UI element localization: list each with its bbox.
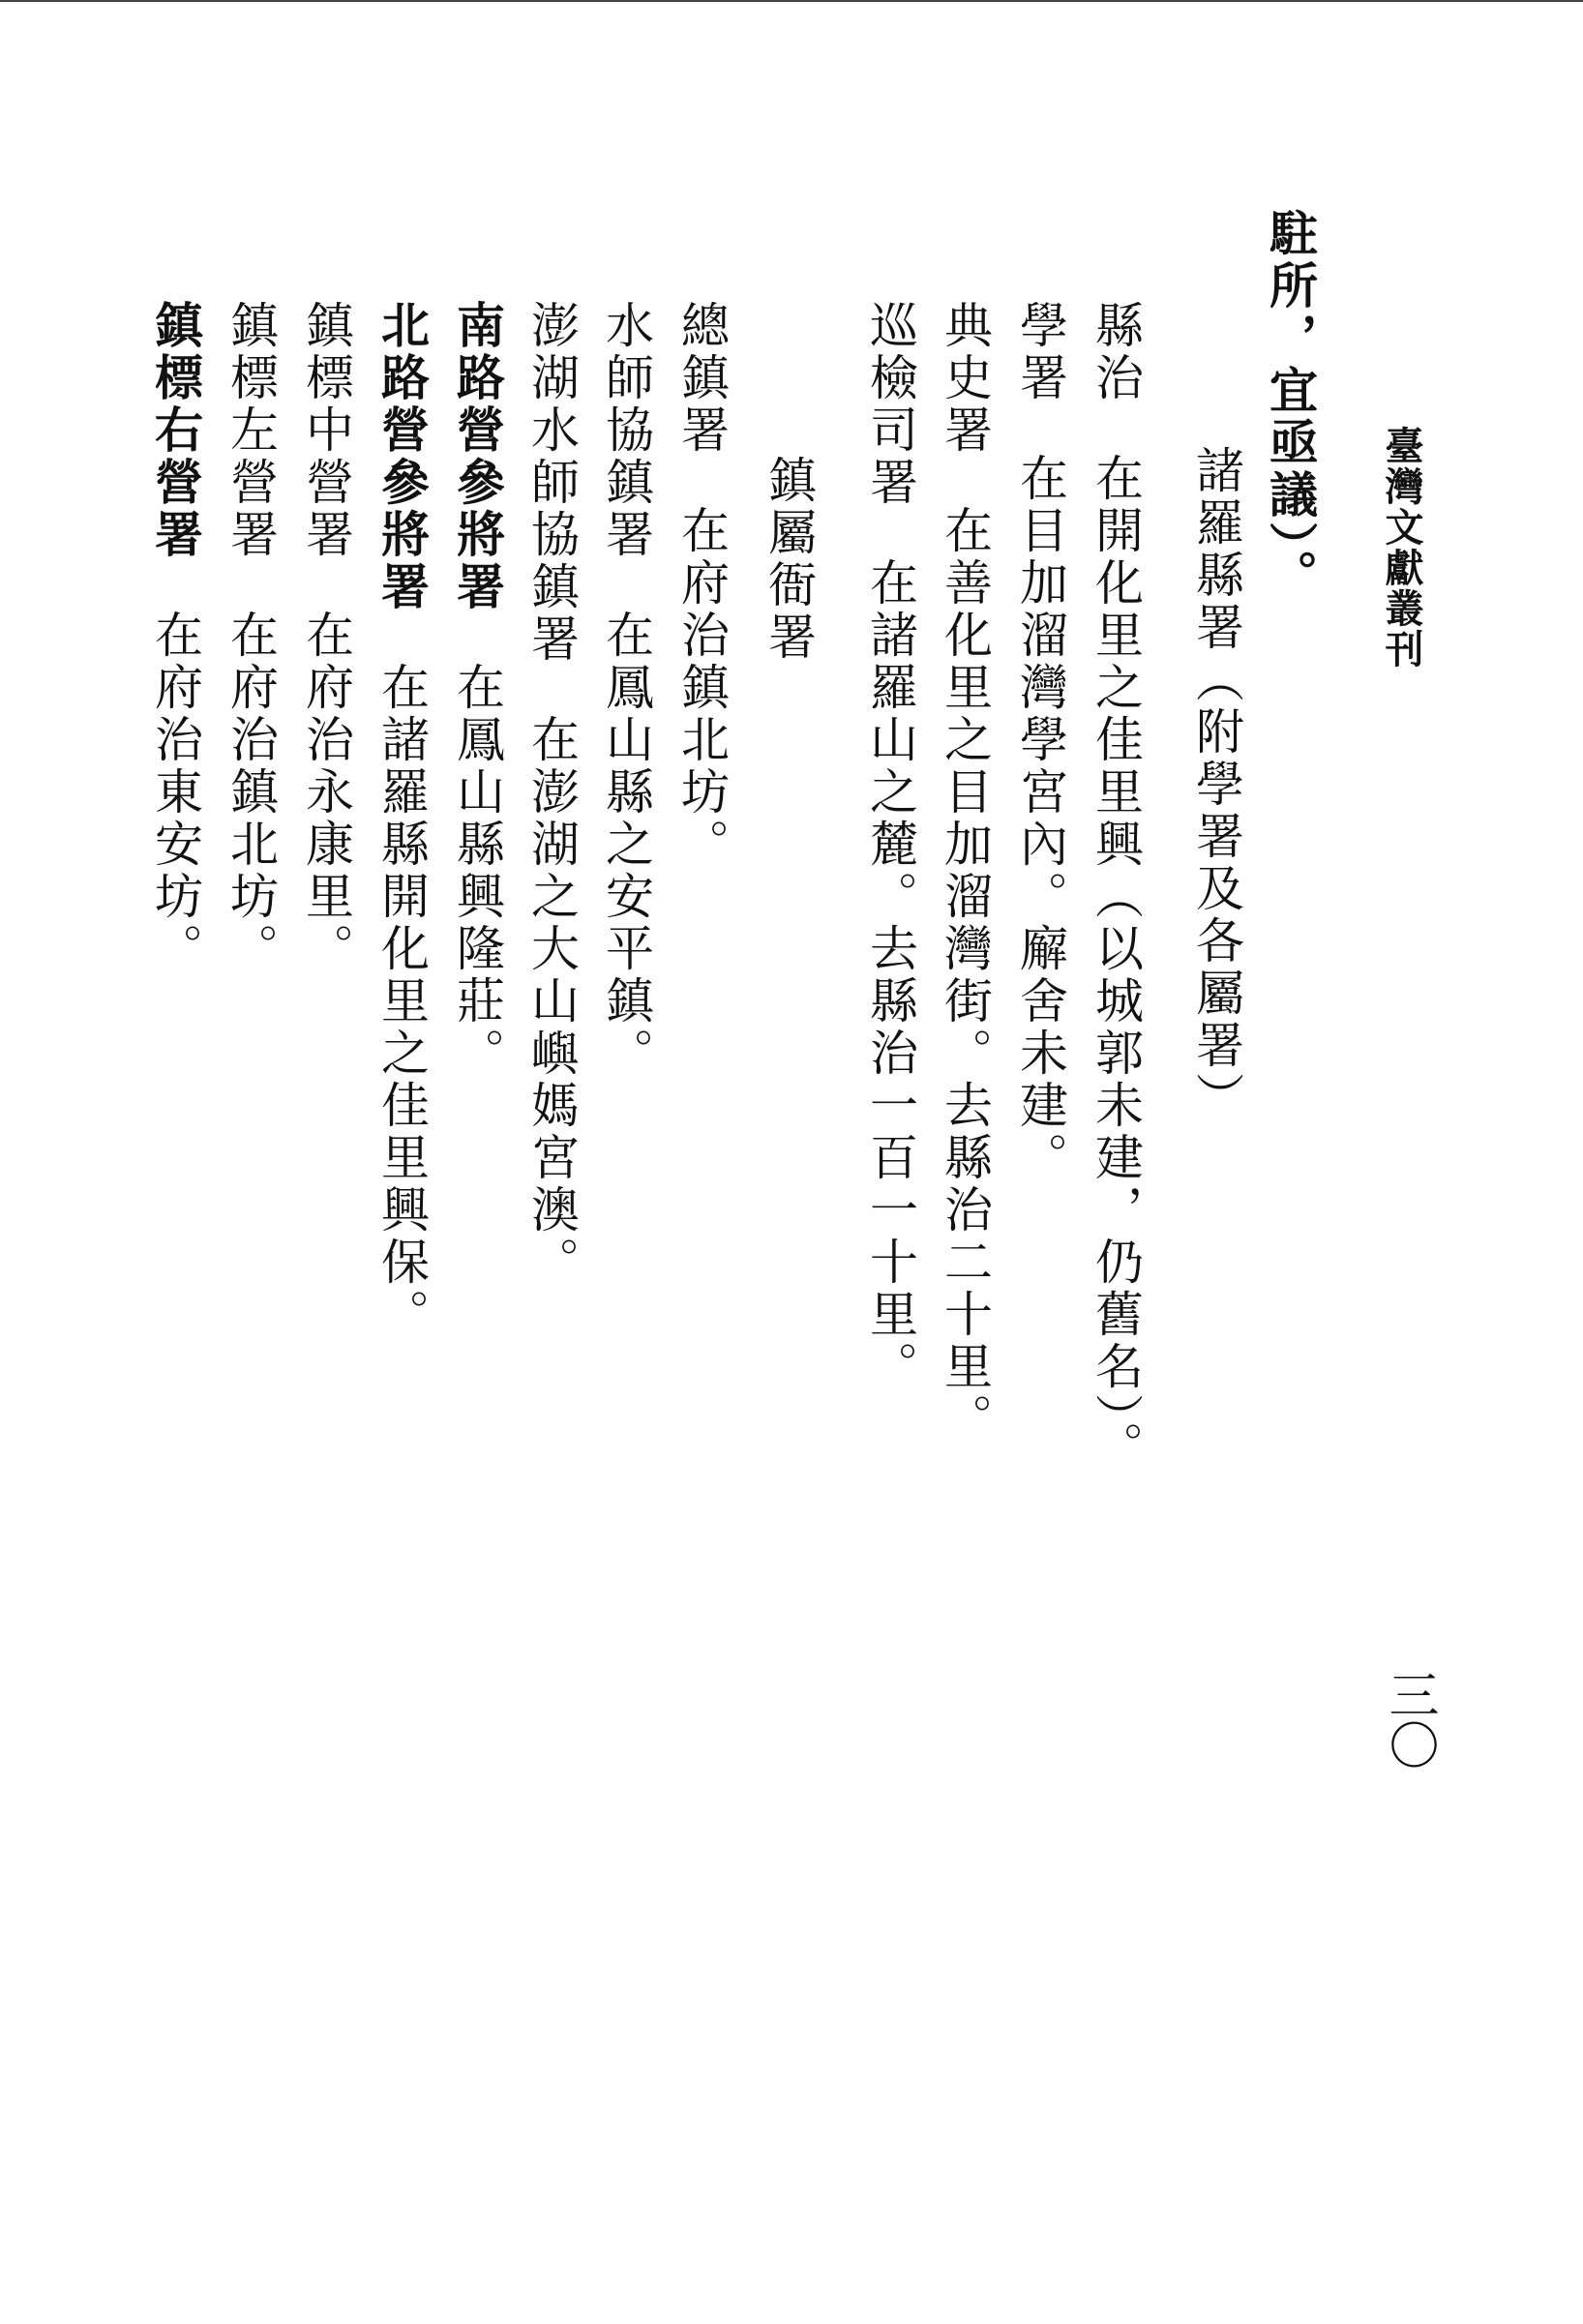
- entry-text: 在目加溜灣學宮內。廨舍未建。: [1012, 453, 1068, 1184]
- entry-county-seat: [1088, 300, 1144, 1474]
- entry-label: 水師協鎮署: [598, 300, 654, 561]
- entry-text: 在鳳山縣之安平鎮。: [598, 610, 654, 1080]
- entry-label: 縣治: [1088, 300, 1144, 404]
- entry-label: 典史署: [937, 300, 993, 457]
- entry-text: 在澎湖之大山嶼媽宮澳。: [523, 714, 580, 1289]
- entry-text: 在諸羅山之麓。去縣治一百一十里。: [862, 557, 918, 1393]
- entry-text: 在鳳山縣興隆莊。: [449, 662, 505, 1080]
- continuation-line: [1262, 208, 1319, 602]
- entry-text: 在府治鎮北坊。: [673, 505, 730, 871]
- entry-right-camp: [147, 300, 204, 975]
- entry-label: 澎湖水師協鎮署: [523, 300, 580, 666]
- entry-label: 學署: [1012, 300, 1068, 404]
- entry-label: 鎮標右營署: [147, 300, 204, 561]
- entry-label: 北路營參將署: [373, 300, 431, 613]
- entry-label: 巡檢司署: [862, 300, 918, 509]
- entry-south-camp: [449, 300, 506, 1080]
- section-heading-text: 鎮屬衙署: [761, 455, 817, 664]
- section-heading-garrison: [761, 455, 817, 664]
- entry-label: 鎮標左營署: [223, 300, 279, 561]
- running-header: 臺灣文獻叢刊: [1379, 426, 1424, 670]
- entry-text: 在諸羅縣開化里之佳里興保。: [373, 662, 430, 1341]
- entry-text: 在府治東安坊。: [147, 610, 203, 975]
- entry-patrol-office: [862, 300, 918, 1393]
- continuation-text: 駐所，宜亟議）。: [1262, 208, 1319, 602]
- entry-text: 在府治永康里。: [298, 610, 354, 975]
- entry-text: 在開化里之佳里興（以城郭未建，仍舊名）。: [1088, 453, 1144, 1474]
- entry-label: 總鎮署: [673, 300, 730, 457]
- entry-penghu-naval-deputy: [523, 300, 580, 1289]
- entry-naval-deputy: [598, 300, 654, 1080]
- entry-chief-commander: [673, 300, 730, 871]
- entry-text: 在善化里之目加溜灣街。去縣治二十里。: [937, 505, 993, 1445]
- entry-label: 南路營參將署: [449, 300, 506, 613]
- entry-jail-warden-office: [937, 300, 993, 1445]
- top-border-rule: [0, 0, 1583, 2]
- section-heading-zhuluo: [1188, 445, 1244, 1124]
- entry-label: 鎮標中營署: [298, 300, 354, 561]
- entry-left-camp: [223, 300, 279, 975]
- entry-school-office: [1012, 300, 1068, 1184]
- entry-central-camp: [298, 300, 354, 975]
- page-number: 三〇: [1380, 1669, 1438, 1770]
- entry-north-camp: [373, 300, 431, 1341]
- section-heading-text: 諸羅縣署（附學署及各屬署）: [1188, 445, 1244, 1124]
- entry-text: 在府治鎮北坊。: [223, 610, 279, 975]
